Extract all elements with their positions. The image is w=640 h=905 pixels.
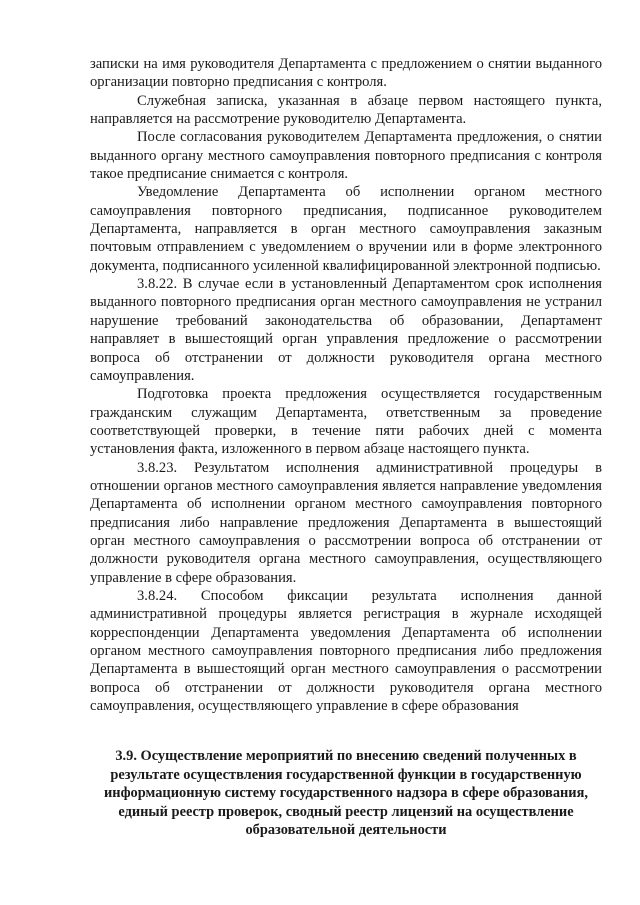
paragraph-3-8-22: 3.8.22. В случае если в установленный Департаментом срок исполнения выданного повторного предписания орган местного самоуправления не устранил нарушение требований законодательства об образовании, Департамент направляет в вышестоящий орган управления предложение о рассмотрении вопроса об отстранении от должности руководителя органа местного самоуправления. [90, 276, 602, 384]
paragraph-removal-from-control: После согласования руководителем Департамента предложения, о снятии выданного органу местного самоуправления повторного предписания с контроля такое предписание снимается с контроля. [90, 129, 602, 183]
paragraph-3-8-23: 3.8.23. Результатом исполнения административной процедуры в отношении органов местного самоуправления является направление уведомления Департамента об исполнении органом местного самоуправления повторного предписания либо направление предложения Департамента в вышестоящий орган местного самоуправления о рассмотрении вопроса об отстранении от должности руководителя органа местного самоуправления, осуществляющего управление в сфере образования. [90, 459, 602, 586]
section-heading-3-9: 3.9. Осуществление мероприятий по внесению сведений полученных в результате осуществления государственной функции в государственную информационную систему государственного надзора в сфере образования, единый реестр проверок, сводный реестр лицензий на осуществление образовательной деятельности [104, 748, 588, 838]
paragraph-continuation: записки на имя руководителя Департамента с предложением о снятии выданного организации повторно предписания с контроля. [90, 56, 602, 91]
paragraph-proposal-preparation: Подготовка проекта предложения осуществляется государственным гражданским служащим Департамента, ответственным за проведение соответствующей проверки, в течение пяти рабочих дней с момента установления факта, изложенного в первом абзаце настоящего пункта. [90, 386, 602, 458]
document-page [90, 55, 602, 839]
paragraph-3-8-24: 3.8.24. Способом фиксации результата исполнения данной административной процедуры является регистрация в журнале исходящей корреспонденции Департамента уведомления Департамента об исполнении органом местного самоуправления повторного предписания либо предложения Департамента в вышестоящий орган местного самоуправления о рассмотрении вопроса об отстранении от должности руководителя органа местного самоуправления, осуществляющего управление в сфере образования [90, 587, 602, 715]
paragraph-notification: Уведомление Департамента об исполнении органом местного самоуправления повторного предписания, подписанное руководителем Департамента, направляется в орган местного самоуправления заказным почтовым отправлением с уведомлением о вручении или в форме электронного документа, подписанного усиленной квалифицированной электронной подписью. [90, 184, 602, 274]
paragraph-memo-referral: Служебная записка, указанная в абзаце первом настоящего пункта, направляется на рассмотрение руководителю Департамента. [90, 92, 602, 128]
